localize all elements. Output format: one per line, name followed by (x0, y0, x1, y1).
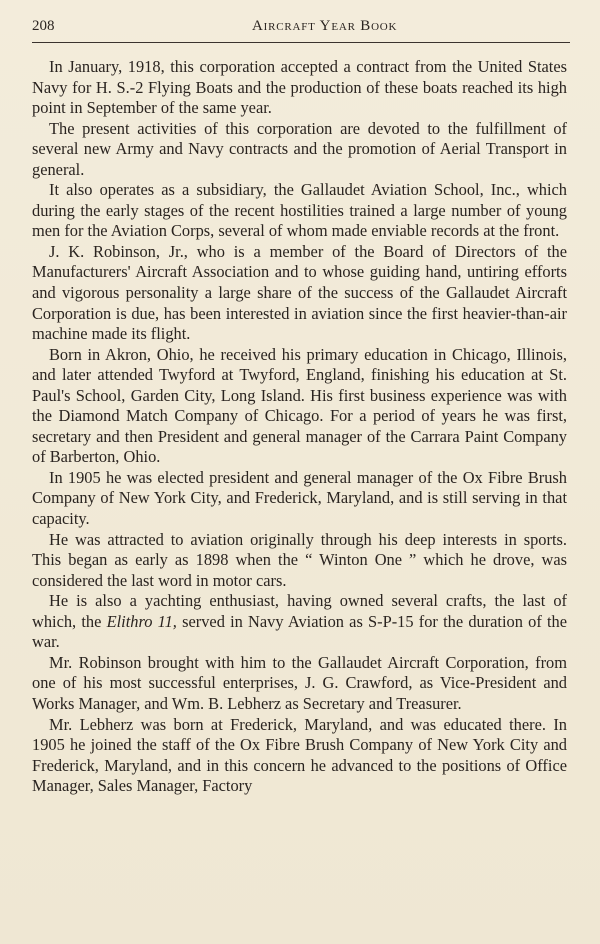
paragraph-present-activities: The present activities of this corporation are devoted to the fulfillment of several new Army and Navy contracts and the promotion of Aerial Transport in general. (32, 118, 567, 179)
paragraph-yachting (32, 591, 567, 653)
paragraph-sports: He was attracted to aviation originally through his deep interests in sports. This began as early as 1898 when the “ Winton One ” which he drove, was considered the last word in motor cars. (32, 529, 567, 590)
page-header (32, 16, 572, 40)
header-rule (32, 42, 570, 43)
paragraph-lebherz-career: Mr. Lebherz was born at Frederick, Maryland, and was educated there. In 1905 he joined the staff of the Ox Fibre Brush Company of New York City and Frederick, Maryland, and in this concern he advanced to the positions of Office Manager, Sales Manager, Factory (32, 714, 567, 796)
running-head: Aircraft Year Book (252, 18, 398, 34)
paragraph-aviation-school: It also operates as a subsidiary, the Gallaudet Aviation School, Inc., which during the early stages of the recent hostilities trained a large number of young men for the Aviation Corps, several of whom made enviable records at the front. (32, 180, 567, 241)
paragraph-robinson-education: Born in Akron, Ohio, he received his primary education in Chicago, Illinois, and later attended Twyford at Twyford, England, finishing his education at St. Paul's School, Garden City, Long Island. His first business experience was with the Diamond Match Company of Chicago. For a period of years he was first, secretary and then President and general manager of the Carrara Paint Company of Barberton, Ohio. (32, 344, 567, 467)
paragraph-crawford-lebherz: Mr. Robinson brought with him to the Gallaudet Aircraft Corporation, from one of his most successful enterprises, J. G. Crawford, as Vice-President and Works Manager, and Wm. B. Lebherz as Secretary and Treasurer. (32, 652, 567, 713)
paragraph-ox-fibre-brush: In 1905 he was elected president and general manager of the Ox Fibre Brush Company of New York City, and Frederick, Maryland, and is still serving in that capacity. (32, 467, 567, 529)
paragraph-robinson-intro: J. K. Robinson, Jr., who is a member of the Board of Directors of the Manufacturers' Aircraft Association and to whose guiding hand, untiring efforts and vigorous personality a large share of the success of the Gallaudet Aircraft Corporation is due, has been interested in aviation since the first heavier-than-air machine made its flight. (32, 241, 567, 344)
page-number: 208 (32, 18, 55, 34)
yachting-text-before: He is also a yachting enthusiast, having owned several crafts, the last of which, the (32, 591, 567, 631)
paragraph-contract-1918: In January, 1918, this corporation accepted a contract from the United States Navy for H. S.-2 Flying Boats and the production of these boats reached its high point in September of the same year. (32, 57, 567, 118)
yacht-name: Elithro 11, (106, 611, 177, 631)
yachting-text-after: served in Navy Aviation as S-P-15 for the duration of the war. (32, 611, 568, 652)
body-text (32, 57, 567, 797)
